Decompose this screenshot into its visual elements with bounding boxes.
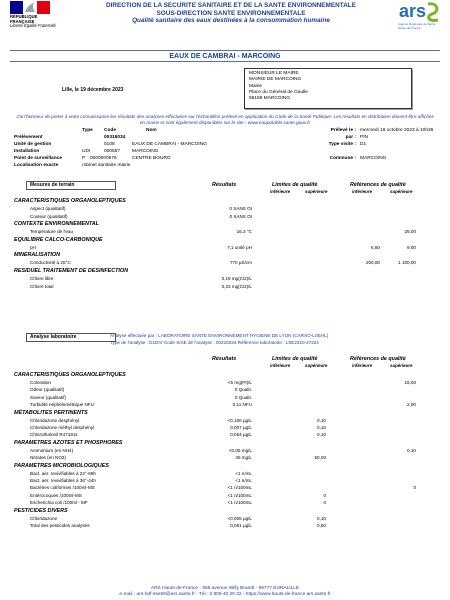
limit-sup-value: 50,00 [314,455,326,461]
result-value: <5 mg(Pt)/L [227,380,252,385]
parameter-name: Chloridazone méthyl desphényl [30,425,95,430]
ref-sup-value: 0 [413,485,416,491]
labo-limits-header: Limites de qualité [272,356,318,362]
limit-sup-value: 0 [323,492,326,498]
point-label: Point de surveillance [14,156,62,161]
address-line: MAIRIE DE MARCOING [249,77,302,83]
parameter-name: Chloridazone [30,515,58,521]
parameter-name: Escherichia coli /100ml - MF [30,500,88,506]
labo-info-1: Analyse effectuée par : LABORATOIRE SANTE ENVIRONNEMENT HYGIENE DE LYON (CARSO-LSEHL) [110,333,329,338]
header-titles [66,2,396,25]
table-row [14,478,434,485]
labo-ref-inf: inférieure [352,363,373,368]
result-value: <1 n/100mL [227,492,252,498]
header-title-1: DIRECTION DE LA SECURITE SANITAIRE ET DE LA SANTE ENVIRONNEMENTALE [106,2,356,9]
result-value: 0 Qualit. [234,387,252,393]
col-code-header: Code [104,128,116,133]
point-code: 0000000676 [90,156,117,161]
parameter-name: Nitrates (en NO3) [30,455,66,461]
terrain-ref-inf: inférieure [352,189,373,194]
ars-logo-icon [398,0,442,22]
result-value: <1 n/mL [235,478,252,483]
category-heading: MINERALISATION [14,252,61,259]
labo-info-2: Type de l'analyse : D1DIV Code SISE de l'analyse : 00315034 Référence laboratoire : LSE2310-27224 [110,340,319,345]
rf-line: RÉPUBLIQUE [10,14,38,19]
rf-line: FRANÇAISE [10,18,35,24]
result-value: 16,3 °C [236,229,252,235]
localisation-label: Localisation exacte [14,163,59,168]
parameter-name: Ammonium (en NH4) [30,447,74,453]
terrain-refs-header: Références de qualité [350,182,406,188]
limit-sup-value: 0 [323,500,326,506]
labo-limit-inf: inférieure [270,363,291,368]
table-row [14,276,434,283]
table-row [14,214,434,221]
limit-sup-value: 0,10 [317,417,326,423]
category-heading: MÉTABOLITES PERTINENTS [14,409,88,416]
category-heading: CONTEXTE ENVIRONNEMENTAL [14,221,99,228]
table-row [14,425,434,432]
footer-contact: e-mail : ars-hdf-sse59@ars.sante.fr - Tél : 0 809 40 20 32 - https://www.hauts-de-france.ars.sante.fr [119,592,331,598]
ref-inf-value: 200,00 [365,260,380,266]
ref-sup-value: 25,00 [404,229,416,235]
category-heading: PESTICIDES DIVERS [14,507,68,514]
visite-value: D1 [360,142,367,147]
table-row [14,448,434,455]
parameter-name: Couleur (qualitatif) [30,213,68,219]
table-row [14,387,434,394]
table-row [14,471,434,478]
header-title-2: SOUS-DIRECTION SANTE ENVIRONNEMENTALE [156,9,306,17]
result-value: <0,005 µg/L [227,515,252,521]
result-value: 45 mg/L [235,455,252,461]
result-value: <0,05 mg/L [228,447,252,453]
parameter-name: Chlorothalonil R471811 [30,432,78,438]
prelevement-label: Prélèvement [14,135,43,140]
footer-address: ARS Hauts-de-France - 556 avenue Willy Brandt - 59777 EURALILLE [150,586,300,591]
table-row [14,418,434,425]
labo-section-header: Analyse laboratoire [26,333,116,342]
table-row [14,395,434,402]
table-row [14,402,434,409]
table-row [14,260,434,267]
parameter-name: Chlore total [30,283,54,289]
point-type: P [82,156,86,161]
result-value: <1 n/mL [235,470,252,476]
category-heading: CARACTERISTIQUES ORGANOLEPTIQUES [14,372,126,378]
parameter-name: Odeur (qualitatif) [30,387,65,393]
rf-text [10,15,56,29]
point-nom: CENTRE BOURG [132,156,171,161]
labo-ref-sup: supérieure [390,363,413,368]
address-line: Mairie [249,83,263,89]
result-value: 0 SANS OI [229,213,252,219]
parameter-name: Turbidité néphélométrique NFU [30,402,94,408]
rf-motto: Liberté Égalité Fraternité [10,23,56,29]
ref-sup-value: 0,10 [407,447,416,453]
ars-logo-sub: Agence Régionale de Santé Hauts-de-France [398,22,436,30]
terrain-limit-sup: supérieure [305,189,328,194]
table-row [14,500,434,507]
limit-sup-value: 0,50 [317,523,326,528]
header-title-3: Qualité sanitaire des eaux destinées à la consommation humaine [132,17,330,25]
parameter-name: Bact. aér. revivifiables à 22°-68h [30,470,96,476]
result-value: 0 SANS OI [229,206,252,211]
prelevement-value: 00315034 [104,135,126,140]
unite-nom: EAUX DE CAMBRAI - MARCOING [132,142,207,147]
ref-sup-value: 9,00 [407,244,416,250]
table-row [14,455,434,462]
limit-sup-value: 0,10 [317,515,326,521]
parameter-name: Température de l'eau [30,229,74,235]
parameter-name: Chloridazone desphényl [30,417,80,423]
parameter-name: Conductivité à 25°C [30,260,71,266]
page-footer [0,586,450,599]
terrain-ref-sup: supérieure [390,189,413,194]
ref-sup-value: 15,00 [404,380,416,385]
category-heading: RESIDUEL TRAITEMENT DE DESINFECTION [14,268,129,274]
result-value: 770 µS/cm [229,260,252,266]
address-line: Place du Général de Gaulle [249,89,308,95]
address-line: MONSIEUR LE MAIRE [249,71,299,76]
parameter-name: pH [30,244,36,250]
category-heading: PARAMETRES AZOTES ET PHOSPHORES [14,439,123,446]
installation-label: Installation [14,149,40,154]
preleve-label: Prélevé le : [330,128,356,133]
terrain-results-header: Résultats [212,182,237,188]
document-title: EAUX DE CAMBRAI - MARCOING [10,50,440,62]
labo-results-header: Résultats [212,356,237,362]
table-row [14,284,434,291]
intro-text: J'ai l'honneur de porter à votre connaissance les résultats des analyses effectuées sur l'échantillon prélevé en application du Code de la Santé Publique. Les résultats en distribution doivent être affichés en mairie et sont également disponibles sur le site : www.eaupotable.sante.gouv.fr [16,114,434,125]
identification-block [14,128,434,178]
parameter-name: Chlore libre [30,276,54,281]
table-row [14,523,434,530]
parameter-name: Bact. aér. revivifiables à 36°-44h [30,478,96,483]
date-line: Lille, le 19 décembre 2023 [62,87,124,93]
ars-logo [398,0,442,28]
parameter-name: Total des pesticides analysés [30,523,90,528]
result-value: <0,100 µg/L [227,417,252,423]
parameter-name: Saveur (qualitatif) [30,394,67,400]
parameter-name: Aspect (qualitatif) [30,206,66,211]
result-value: 0 Qualit. [234,394,252,400]
terrain-limits-header: Limites de qualité [272,182,318,188]
unite-code: 0108 [104,142,115,147]
ref-inf-value: 6,50 [371,244,380,250]
result-value: <1 n/100mL [227,485,252,491]
result-value: 0,11 NFU [232,402,252,408]
localisation-value: robinet sanitaire mairie [82,163,131,168]
category-heading: PARAMETRES MICROBIOLOGIQUES [14,462,109,469]
labo-refs-header: Références de qualité [350,356,406,362]
par-label: par : [345,135,356,140]
preleve-value: mercredi 18 octobre 2023 à 10h36 [360,128,434,133]
result-value: 0,23 mg(Cl2)/L [221,283,252,289]
table-row [14,432,434,439]
result-value: 7,1 unité pH [227,244,252,250]
result-value: 0,061 µg/L [230,523,252,528]
ref-sup-value: 2,00 [407,402,416,408]
commune-value: MARCOING [360,156,387,161]
table-row [14,485,434,492]
result-value: 0,19 mg(Cl2)/L [221,276,252,281]
visite-label: Type visite : [328,142,356,147]
marianne-flag-icon [10,1,50,14]
col-nom-header: Nom [146,128,157,133]
installation-nom: MARCOING [132,149,159,154]
parameter-name: Entérocoques /100ml-MS [30,492,82,498]
unite-label: Unité de gestion [14,142,52,147]
installation-type: UDI [82,149,91,154]
page-header [6,0,444,28]
category-heading: EQUILIBRE CALCO-CARBONIQUE [14,236,103,243]
col-type-header: Type [82,128,93,133]
parameter-name: Bactéries coliformes /100ml-MS [30,485,95,491]
address-line: 59159 MARCOING [249,96,291,102]
parameter-name: Coloration [30,380,51,385]
table-row [14,229,434,236]
table-row [14,493,434,500]
table-row [14,516,434,523]
result-value: 0,054 µg/L [230,432,252,438]
installation-code: 000557 [104,149,121,154]
limit-sup-value: 0,10 [317,432,326,438]
terrain-limit-inf: inférieure [270,189,291,194]
commune-label: Commune : [329,156,356,161]
table-row [14,245,434,252]
result-value: <1 n/100mL [227,500,252,506]
table-row [14,380,434,387]
par-value: PIN [360,135,368,140]
category-heading: CARACTERISTIQUES ORGANOLEPTIQUES [14,198,126,204]
result-value: 0,007 µg/L [230,425,252,430]
limit-sup-value: 0,10 [317,425,326,430]
address-box [244,68,412,109]
table-row [14,206,434,213]
ref-sup-value: 1 100,00 [398,260,416,266]
ars-logo-text: ars [399,1,427,21]
labo-limit-sup: supérieure [305,363,328,368]
terrain-section-header: Mesures de terrain [26,181,116,190]
